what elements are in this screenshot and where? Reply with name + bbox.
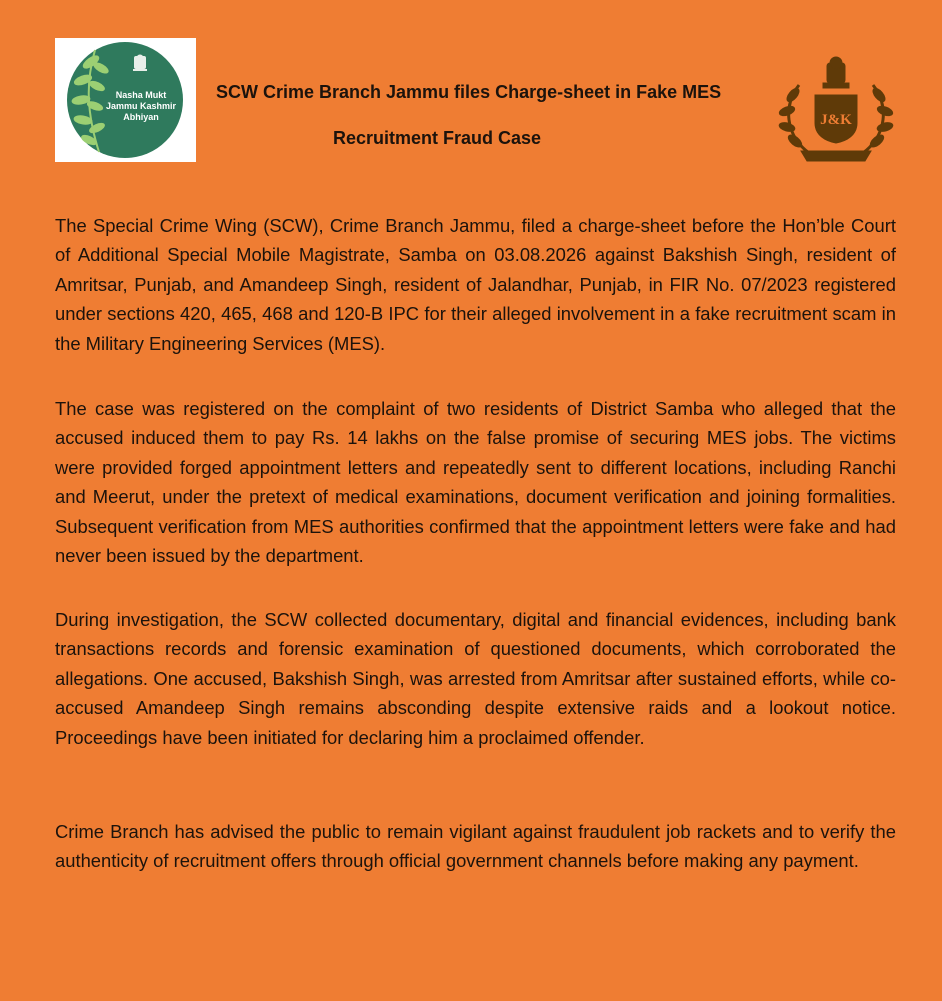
emblem-text: J&K: [820, 112, 852, 128]
page-title-line-1: SCW Crime Branch Jammu files Charge-sheet in Fake MES: [216, 82, 722, 102]
logo-text-line-2: Jammu Kashmir: [105, 101, 177, 111]
nasha-mukt-logo: [55, 38, 196, 162]
page-title-line-2: Recruitment Fraud Case: [333, 128, 542, 148]
jk-police-emblem-graphic: [775, 55, 897, 169]
small-emblem-icon: [133, 55, 147, 72]
paragraph-investigation: During investigation, the SCW collected documentary, digital and financial evidences, including bank transactions records and forensic examination of questioned documents, which corroborated the allegations. One accused, Bakshish Singh, was arrested from Amritsar after sustained efforts, while co-accused Amandeep Singh remains absconding despite extensive raids and a lookout notice. Proceedings have been initiated for declaring him a proclaimed offender.: [55, 609, 896, 748]
lion-capital-icon: [823, 57, 849, 88]
paragraph-charge-sheet: The Special Crime Wing (SCW), Crime Branch Jammu, filed a charge-sheet before the Hon’ble Court of Additional Special Mobile Magistrate, Samba on 03.08.2026 against Bakshish Singh, resident of Amritsar, Punjab, and Amandeep Singh, resident of Jalandhar, Punjab, in FIR No. 07/2023 registered under sections 420, 465, 468 and 120-B IPC for their alleged involvement in a fake recruitment scam in the Military Engineering Services (MES).: [55, 215, 896, 354]
logo-text-line-1: Nasha Mukt: [115, 90, 167, 100]
logo-text-line-3: Abhiyan: [123, 112, 159, 122]
ribbon-icon: [801, 151, 871, 161]
jk-police-emblem: [775, 55, 897, 169]
paragraph-case-details: The case was registered on the complaint of two residents of District Samba who alleged that the accused induced them to pay Rs. 14 lakhs on the false promise of securing MES jobs. The victims were provided forged appointment letters and repeatedly sent to different locations, including Ranchi and Meerut, under the pretext of medical examinations, document verification and joining formalities. Subsequent verification from MES authorities confirmed that the appointment letters were fake and had never been issued by the department.: [55, 398, 896, 567]
nasha-mukt-logo-graphic: [55, 38, 196, 162]
paragraph-advisory: Crime Branch has advised the public to remain vigilant against fraudulent job rackets and to verify the authenticity of recruitment offers through official government channels before making any payment.: [55, 821, 896, 872]
